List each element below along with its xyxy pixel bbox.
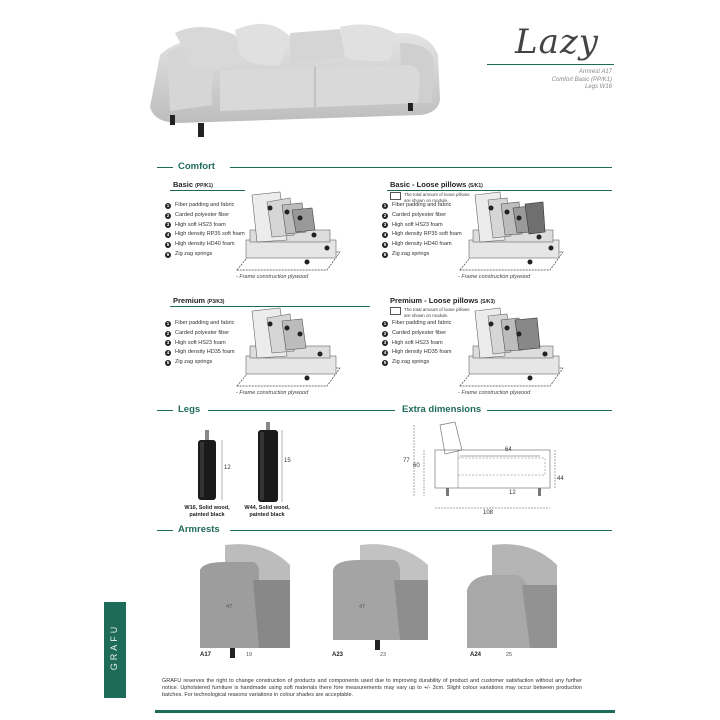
dim-leg-height: 12 <box>509 490 516 496</box>
list-item: 3 High soft HS23 foam <box>383 221 443 228</box>
armrest-a17-label: A17 <box>200 652 212 658</box>
armrest-a24-width: 25 <box>506 652 513 658</box>
list-item: 1 Fiber padding and fabric <box>383 202 452 208</box>
list-item: 4 High density RP35 soft foam <box>383 231 462 238</box>
legs-heading: Legs <box>178 404 201 415</box>
list-item: 5 High density HD40 foam <box>383 241 452 248</box>
basic-title: Basic (PP/K1) <box>173 180 213 189</box>
list-item: 4 High density HD35 foam <box>166 349 235 356</box>
disclaimer-text: GRAFU reserves the right to change construction of products and components used due to improving durability of product and customer satisfaction without any further notice. Upholstered furniture is handmade using soft materials there fore measurements may vary up to +/- 3cm. Slight colour variations may occur between production batches. For technological reasons variations in colour shades are acceptable. <box>162 678 582 698</box>
armrests-rule-right <box>230 530 612 531</box>
list-item: 5 High density HD40 foam <box>166 241 235 248</box>
basic-frame-label: - Frame construction plywood <box>236 274 309 280</box>
basic-loose-cross-section <box>455 190 570 275</box>
armrest-a17-width: 19 <box>246 652 253 658</box>
list-item: 2 Carded polyester fiber <box>166 329 230 336</box>
armrest-a23-width: 23 <box>380 652 387 658</box>
extra-dimensions-heading: Extra dimensions <box>402 404 482 415</box>
list-item: 4 High density HD35 foam <box>383 349 452 356</box>
premium-loose-frame-label: - Frame construction plywood <box>458 390 531 396</box>
basic-loose-note: The total amount of loose pillows are shown on module. <box>390 192 475 203</box>
dim-seat-height: 44 <box>557 476 564 482</box>
spec-legs: Legs W16 <box>584 84 612 90</box>
product-title: Lazy <box>515 22 599 62</box>
list-item: 1 Fiber padding and fabric <box>383 320 452 326</box>
list-item: 6 Zig zag springs <box>166 250 213 257</box>
armrests-rule-left <box>157 530 173 531</box>
leg-w16-height: 12 <box>224 465 231 471</box>
armrest-a23-image <box>330 540 430 665</box>
premium-loose-cross-section <box>455 306 570 391</box>
basic-loose-layers-list <box>382 201 462 260</box>
armrest-a17-height: 47 <box>226 604 233 610</box>
pillow-note-icon <box>390 307 401 315</box>
product-specs <box>500 69 612 92</box>
premium-cross-section <box>232 306 347 391</box>
list-item: 3 High soft HS23 foam <box>166 221 226 228</box>
dim-back-height: 60 <box>413 463 420 469</box>
list-item: 2 Carded polyester fiber <box>166 211 230 218</box>
leg-w44-height: 15 <box>284 458 291 464</box>
pillow-note-icon <box>390 192 401 200</box>
legs-rule-right <box>208 410 395 411</box>
basic-loose-title: Basic - Loose pillows (S/K1) <box>390 180 483 189</box>
premium-loose-layers-list <box>382 319 452 368</box>
list-item: 4 High density RP35 soft foam <box>166 231 245 238</box>
list-item: 2 Carded polyester fiber <box>383 329 447 336</box>
comfort-rule-right <box>230 167 612 168</box>
list-item: 3 High soft HS23 foam <box>166 339 226 346</box>
leg-w44-caption: W44, Solid wood, painted black <box>244 505 290 518</box>
brand-logo: GRAFU <box>109 623 119 671</box>
dim-depth: 108 <box>483 510 494 516</box>
list-item: 2 Carded polyester fiber <box>383 211 447 218</box>
dimensions-drawing <box>400 420 570 520</box>
premium-frame-label: - Frame construction plywood <box>236 390 309 396</box>
premium-layers-list <box>165 319 235 368</box>
leg-w16-caption: W16, Solid wood, painted black <box>184 505 230 518</box>
dim-seat-depth: 64 <box>505 447 512 453</box>
legs-rule-left <box>157 410 173 411</box>
armrest-a23-height: 47 <box>359 604 366 610</box>
sofa-hero-image <box>140 15 450 140</box>
armrests-heading: Armrests <box>178 524 220 535</box>
list-item: 6 Zig zag springs <box>383 250 430 257</box>
list-item: 1 Fiber padding and fabric <box>166 320 235 326</box>
list-item: 3 High soft HS23 foam <box>383 339 443 346</box>
comfort-heading: Comfort <box>178 161 215 172</box>
list-item: 5 Zig zag springs <box>383 359 430 366</box>
premium-loose-title: Premium - Loose pillows (S/K3) <box>390 296 495 305</box>
armrest-a17-image <box>195 540 295 665</box>
spec-comfort: Comfort Basic (PP/K1) <box>551 76 612 83</box>
extra-rule-right <box>487 410 612 411</box>
premium-title: Premium (P3/K3) <box>173 296 225 305</box>
footer-divider <box>155 710 615 713</box>
armrest-a24-label: A24 <box>470 652 482 658</box>
list-item: 5 Zig zag springs <box>166 359 213 366</box>
armrest-a24-image <box>462 540 562 665</box>
dim-height: 77 <box>403 458 410 464</box>
spec-armrest: Armrest A17 <box>578 69 612 75</box>
premium-loose-note: The total amount of loose pillows are shown on module. <box>390 307 475 318</box>
comfort-rule-left <box>157 167 173 168</box>
legs-image <box>180 422 300 507</box>
basic-loose-frame-label: - Frame construction plywood <box>458 274 531 280</box>
title-divider <box>487 64 614 65</box>
basic-cross-section <box>232 190 347 275</box>
brand-tab <box>104 602 126 698</box>
armrest-a23-label: A23 <box>332 652 344 658</box>
list-item: 1 Fiber padding and fabric <box>166 202 235 208</box>
